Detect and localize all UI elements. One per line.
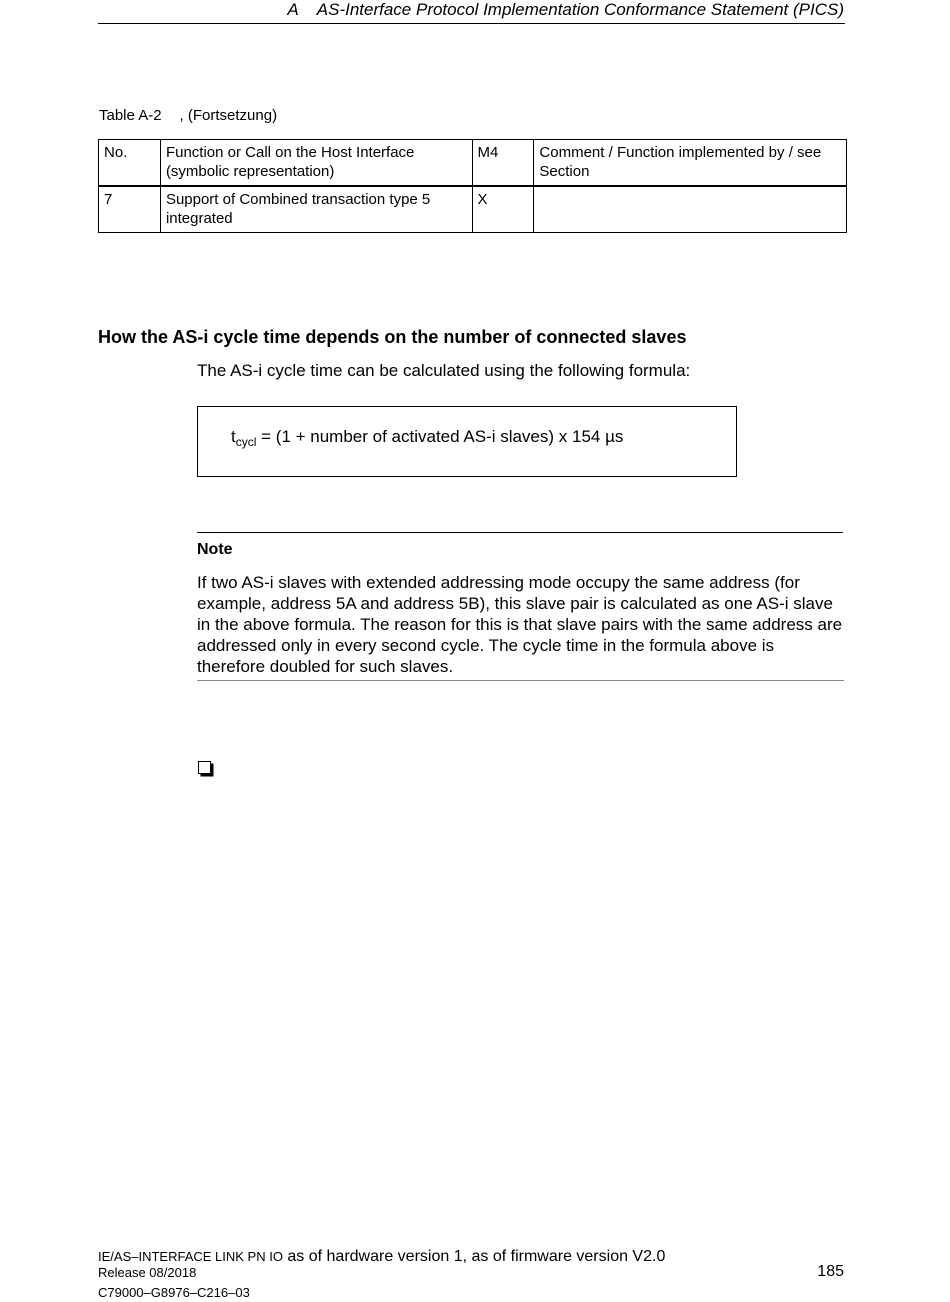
table-caption xyxy=(99,107,277,124)
header-title: AS-Interface Protocol Implementation Conformance Statement (PICS) xyxy=(316,0,844,19)
footer-order-number: C79000–G8976–C216–03 xyxy=(98,1285,250,1300)
column-header-function: Function or Call on the Host Interface (symbolic representation) xyxy=(160,140,472,187)
footer-product: IE/AS–INTERFACE LINK PN IO xyxy=(98,1249,283,1264)
header-rule xyxy=(98,23,845,24)
table-caption-suffix: , (Fortsetzung) xyxy=(179,107,278,124)
table-cell-m4: X xyxy=(472,186,534,233)
footer-product-line xyxy=(98,1248,665,1266)
note-label: Note xyxy=(197,541,233,558)
section-intro: The AS-i cycle time can be calculated using the following formula: xyxy=(197,361,691,380)
note-text: If two AS-i slaves with extended addressing mode occupy the same address (for example, address 5A and address 5B), this slave pair is calculated as one AS-i slave in the above formula. The reason for this is that slave pairs with the same address are addressed only in every second cycle. The cycle time in the formula above is therefore doubled for such slaves. xyxy=(197,573,843,676)
section-heading: How the AS-i cycle time depends on the number of connected slaves xyxy=(98,327,687,347)
column-header-comment: Comment / Function implemented by / see Section xyxy=(534,140,847,187)
formula-expression: = (1 + number of activated AS-i slaves) x 154 µs xyxy=(256,427,624,446)
formula-subscript: cycl xyxy=(235,435,257,449)
table-header-row xyxy=(99,140,847,187)
page-number: 185 xyxy=(817,1263,844,1280)
table-cell-comment xyxy=(534,186,847,233)
note-top-rule xyxy=(197,532,843,533)
header-appendix-letter: A xyxy=(287,0,299,19)
end-of-section-icon xyxy=(198,761,211,774)
formula-box xyxy=(197,406,737,477)
table-cell-no: 7 xyxy=(99,186,161,233)
formula-variable: t xyxy=(231,427,236,446)
cycle-time-formula xyxy=(231,427,623,449)
running-header xyxy=(287,0,844,20)
footer-version: as of hardware version 1, as of firmware version V2.0 xyxy=(282,1248,666,1265)
table-cell-function: Support of Combined transaction type 5 integrated xyxy=(160,186,472,233)
pics-table xyxy=(98,139,847,233)
column-header-no: No. xyxy=(99,140,161,187)
footer-release: Release 08/2018 xyxy=(98,1265,197,1280)
note-bottom-rule xyxy=(197,680,844,681)
table-row xyxy=(99,186,847,233)
table-caption-label: Table A-2 xyxy=(99,107,162,124)
column-header-m4: M4 xyxy=(472,140,534,187)
